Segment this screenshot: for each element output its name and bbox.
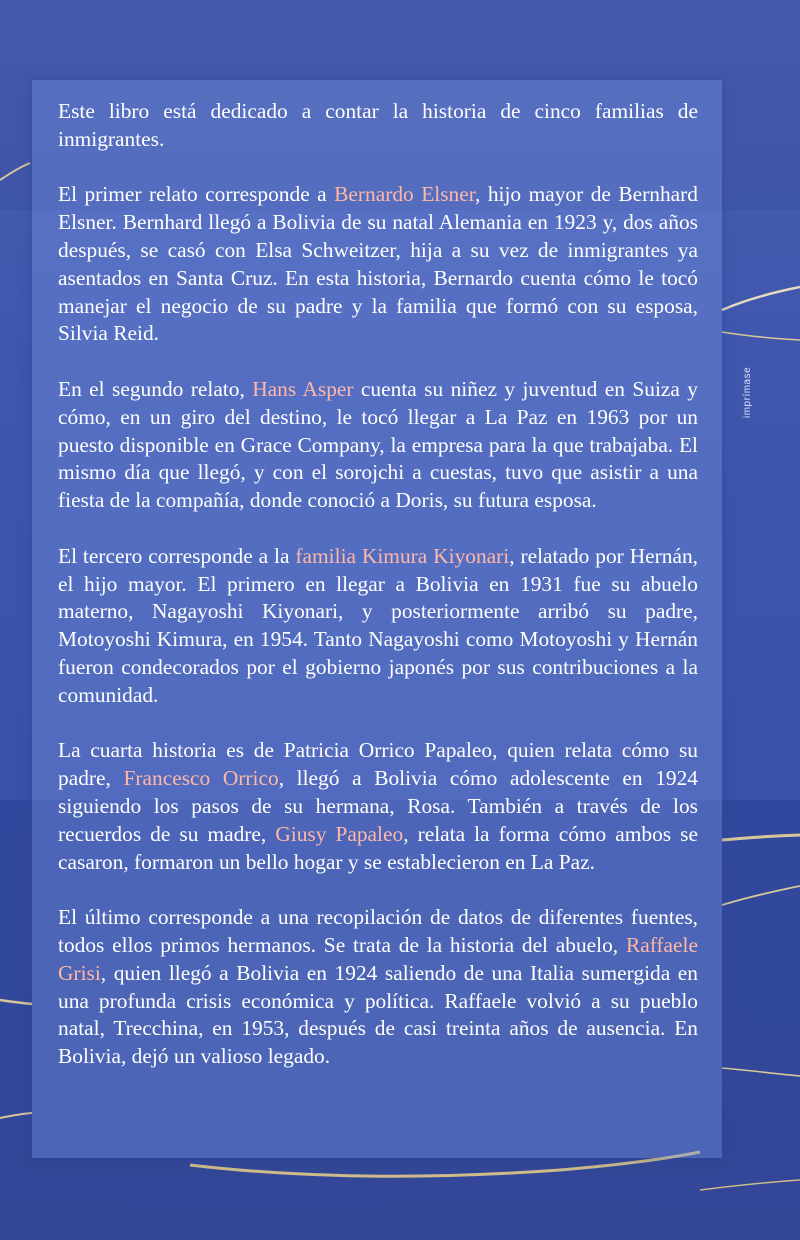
- paragraph: [58, 376, 698, 515]
- paragraph-text: , quien llegó a Bolivia en 1924 saliendo de una Italia sumergida en una profunda crisis económica y política. Raffaele volvió a su pueblo natal, Trecchina, en 1953, después de casi treinta años de ausencia. En Bolivia, dejó un valioso legado.: [58, 960, 698, 1069]
- highlighted-name: Raffaele Grisi: [58, 932, 698, 985]
- highlighted-name: Bernardo Elsner: [334, 182, 476, 207]
- highlighted-name: Francesco Orrico: [123, 766, 279, 791]
- paragraph: [58, 904, 698, 1071]
- paragraph-text: cuenta su niñez y juventud en Suiza y cómo, en un giro del destino, le tocó llegar a La Paz en 1963 por un puesto disponible en Grace Company, la empresa para la que trabajaba. El mismo día que llegó, y con el sorojchi a cuestas, tuvo que asistir a una fiesta de la compañía, donde conoció a Doris, su futura esposa.: [58, 376, 698, 513]
- paragraph-text: El primer relato corresponde a: [58, 182, 335, 207]
- synopsis-text: [58, 98, 698, 1099]
- paragraph: [58, 543, 698, 710]
- paragraph-text: , relata la forma cómo ambos se casaron, formaron un bello hogar y se establecieron en La Paz.: [58, 821, 698, 874]
- paragraph: [58, 181, 698, 348]
- paragraph-text: Este libro está dedicado a contar la historia de cinco familias de inmigrantes.: [58, 99, 698, 151]
- highlighted-name: Hans Asper: [252, 376, 354, 401]
- paragraph: [58, 98, 698, 154]
- paragraph-text: , llegó a Bolivia cómo adolescente en 1924 siguiendo los pasos de su hermana, Rosa. También a través de los recuerdos de su madre,: [58, 766, 699, 846]
- side-mark-text: imprímase: [742, 366, 753, 418]
- paragraph-text: El último corresponde a una recopilación de datos de diferentes fuentes, todos ellos primos hermanos. Se trata de la historia del abuelo,: [58, 905, 698, 957]
- paragraph-text: , hijo mayor de Bernhard Elsner. Bernhard llegó a Bolivia de su natal Alemania en 1923 y, dos años después, se casó con Elsa Schweitzer, hija a su vez de inmigrantes ya asentados en Santa Cruz. En esta historia, Bernardo cuenta cómo le tocó manejar el negocio de su padre y la familia que formó con su esposa, Silvia Reid.: [58, 182, 698, 346]
- paragraph-text: La cuarta historia es de Patricia Orrico Papaleo, quien relata cómo su padre,: [58, 738, 698, 791]
- paragraph-text: En el segundo relato,: [58, 376, 253, 401]
- highlighted-name: familia Kimura Kiyonari: [295, 543, 510, 568]
- paragraph: [58, 737, 698, 876]
- paragraph-text: El tercero corresponde a la: [58, 543, 296, 568]
- paragraph-text: , relatado por Hernán, el hijo mayor. El primero en llegar a Bolivia en 1931 fue su abuelo materno, Nagayoshi Kiyonari, y posteriormente arribó su padre, Motoyoshi Kimura, en 1954. Tanto Nagayoshi como Motoyoshi y Hernán fueron condecorados por el gobierno japonés por sus contribuciones a la comunidad.: [58, 543, 699, 707]
- highlighted-name: Giusy Papaleo: [275, 821, 404, 846]
